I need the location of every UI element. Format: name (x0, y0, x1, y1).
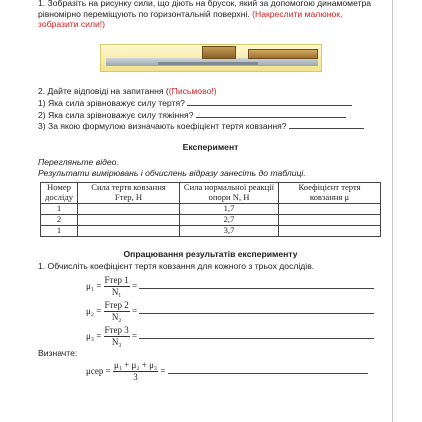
table-header-row (41, 183, 381, 204)
table-cell: 3,7 (180, 225, 279, 236)
experiment-instruction-1: Перегляньте відео. (38, 156, 119, 167)
table-cell (78, 214, 180, 225)
question-1: 1) Яка сила зрівноважує силу тертя? (38, 97, 383, 109)
task-2-note: (Письмово!) (168, 86, 217, 97)
task-1-text: 1. Зобразіть на рисунку сили, що діють на брусок, який за допомогою динамометра рівномірно переміщують по горизонтальній поверхні. (38, 0, 372, 19)
table-header-cell: Номер досліду (41, 183, 78, 204)
question-3: 3) За якою формулою визначають коефіцієнт тертя ковзання? (38, 120, 383, 132)
task-2-title: 2. Дайте відповіді на запитання ((Письмово!) (38, 86, 217, 97)
processing-step-1: 1. Обчисліть коефіцієнт тертя ковзання для кожного з трьох дослідів. (38, 261, 315, 272)
dynamometer (248, 49, 318, 59)
results-table (40, 182, 381, 236)
table-cell (78, 225, 180, 236)
task-1-note: (Накреслити малюнок, зобразити сили!) (38, 8, 343, 30)
table-header-cell: Коефіцієнт тертя ковзання μ (279, 183, 381, 204)
table-cell (279, 214, 381, 225)
worksheet (38, 0, 383, 381)
table-row (41, 204, 381, 215)
formula-mu2: μ₂ = $\frac{\text{Fтер 2}}{\text{N₂}}$ = (64, 299, 383, 321)
table-header-cell: Сила тертя ковзання Fтер, Н (78, 183, 180, 204)
table-cell: 1 (41, 204, 78, 215)
table-header-cell: Сила нормальної реакції опори N, Н (180, 183, 279, 204)
table-row (41, 225, 381, 236)
table-cell (279, 225, 381, 236)
question-2: 2) Яка сила зрівноважує силу тяжіння? (38, 109, 383, 121)
task-1 (38, 0, 383, 30)
page-edge-line (392, 0, 393, 422)
table-cell: 2,7 (180, 214, 279, 225)
table-cell: 1,7 (180, 204, 279, 215)
table-cell: 2 (41, 214, 78, 225)
table-cell (279, 204, 381, 215)
conclusion-label: Визначте: (38, 348, 78, 359)
table-row (41, 214, 381, 225)
formula-mu-avg: μсер = $\frac{\text{μ₁ + μ₂ + μ₃}}{3}$ = (64, 359, 383, 381)
processing-title: Опрацювання результатів експерименту (123, 248, 298, 259)
experiment-instruction-2: Результати вимірювань і обчислень відразу занесіть до таблиці. (38, 167, 306, 178)
table-cell (78, 204, 180, 215)
table-cell: 1 (41, 225, 78, 236)
experiment-title: Експеримент (182, 142, 239, 153)
block-dynamometer-figure (100, 44, 322, 72)
wooden-block (202, 46, 236, 59)
formula-mu1: μ₁ = $\frac{\text{Fтер 1}}{\text{N₁}}$ = (64, 274, 383, 296)
formula-mu3: μ₃ = $\frac{\text{Fтер 3}}{\text{N₃}}$ = (64, 324, 383, 346)
